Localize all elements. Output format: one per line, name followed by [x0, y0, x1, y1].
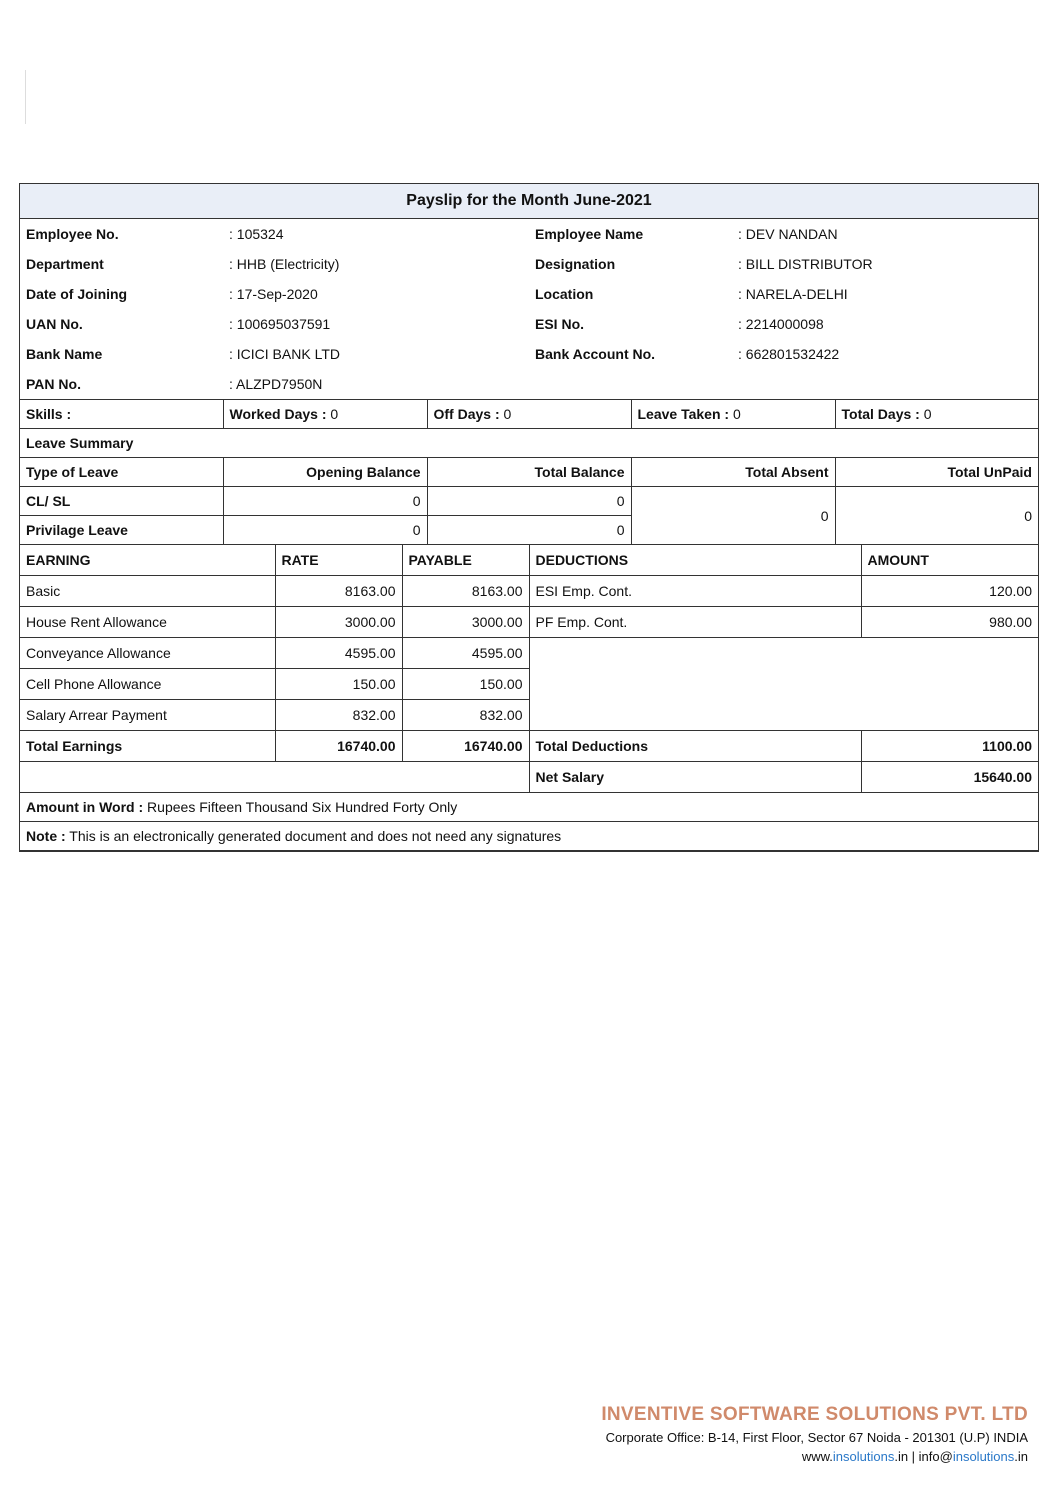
earning-rate: 3000.00: [275, 607, 402, 638]
leave-balance: 0: [427, 516, 631, 545]
leave-balance: 0: [427, 487, 631, 516]
deduction-amount: 980.00: [861, 607, 1038, 638]
header-rate: RATE: [275, 545, 402, 576]
info-value: : BILL DISTRIBUTOR: [738, 256, 873, 272]
leave-taken: Leave Taken : 0: [631, 400, 835, 429]
employee-info: [20, 219, 1038, 400]
header-payable: PAYABLE: [402, 545, 529, 576]
off-days: Off Days : 0: [427, 400, 631, 429]
info-empty: [732, 369, 1038, 400]
header-amount: AMOUNT: [861, 545, 1038, 576]
info-label: Location: [535, 286, 594, 302]
info-label: UAN No.: [26, 316, 83, 332]
email-link[interactable]: insolutions: [952, 1449, 1015, 1464]
total-payable: 16740.00: [402, 731, 529, 762]
earning-payable: 8163.00: [402, 576, 529, 607]
info-value: : HHB (Electricity): [229, 256, 340, 272]
info-label: Department: [26, 256, 104, 272]
info-label: Employee No.: [26, 226, 119, 242]
leave-summary: [20, 429, 1038, 545]
company-contact: www.insolutions.in | info@insolutions.in: [801, 1449, 1028, 1464]
info-row: [20, 339, 1038, 369]
net-salary: 15640.00: [861, 762, 1038, 793]
leave-header-unpaid: Total UnPaid: [835, 458, 1038, 487]
earning-payable: 3000.00: [402, 607, 529, 638]
leave-total-unpaid: 0: [835, 487, 1038, 545]
earning-name: Basic: [20, 576, 275, 607]
attendance-row: [20, 400, 1038, 429]
total-earnings-label: Total Earnings: [20, 731, 275, 762]
info-label: Bank Account No.: [535, 346, 656, 362]
leave-opening: 0: [223, 516, 427, 545]
salary-table: [20, 545, 1038, 793]
info-value: : ICICI BANK LTD: [229, 346, 340, 362]
info-value: : NARELA-DELHI: [738, 286, 848, 302]
info-label: Designation: [535, 256, 616, 272]
info-label: ESI No.: [535, 316, 585, 332]
info-row: [20, 279, 1038, 309]
earning-rate: 150.00: [275, 669, 402, 700]
corner-mark: [25, 70, 28, 124]
info-row: [20, 309, 1038, 339]
info-value: : 100695037591: [229, 316, 331, 332]
summary-notes: [20, 793, 1038, 851]
website-link[interactable]: insolutions: [832, 1449, 895, 1464]
leave-header-type: Type of Leave: [20, 458, 223, 487]
skills-label: Skills :: [20, 400, 223, 429]
earning-rate: 4595.00: [275, 638, 402, 669]
info-value: : 17-Sep-2020: [229, 286, 318, 302]
info-label: Bank Name: [26, 346, 103, 362]
header-deductions: DEDUCTIONS: [529, 545, 861, 576]
earning-name: Conveyance Allowance: [20, 638, 275, 669]
info-empty: [529, 369, 732, 400]
info-value: : 105324: [229, 226, 284, 242]
title-text: Payslip for the Month June-2021: [406, 192, 652, 209]
total-deductions: 1100.00: [861, 731, 1038, 762]
leave-type: CL/ SL: [20, 487, 223, 516]
info-row: [20, 369, 1038, 400]
leave-header-opening: Opening Balance: [223, 458, 427, 487]
earning-rate: 8163.00: [275, 576, 402, 607]
leave-opening: 0: [223, 487, 427, 516]
company-address: Corporate Office: B-14, First Floor, Sector 67 Noida - 201301 (U.P) INDIA: [605, 1430, 1028, 1445]
worked-days: Worked Days : 0: [223, 400, 427, 429]
payslip-title: [20, 184, 1038, 219]
deduction-name: ESI Emp. Cont.: [529, 576, 861, 607]
info-row: [20, 249, 1038, 279]
deduction-amount: 120.00: [861, 576, 1038, 607]
company-footer: [601, 1404, 1028, 1464]
earning-name: House Rent Allowance: [20, 607, 275, 638]
total-deductions-label: Total Deductions: [529, 731, 861, 762]
net-salary-label: Net Salary: [529, 762, 861, 793]
leave-header-absent: Total Absent: [631, 458, 835, 487]
info-label: Employee Name: [535, 226, 644, 242]
earning-name: Cell Phone Allowance: [20, 669, 275, 700]
info-value: : 2214000098: [738, 316, 824, 332]
deduction-name: PF Emp. Cont.: [529, 607, 861, 638]
info-label: Date of Joining: [26, 286, 128, 302]
leave-summary-heading: Leave Summary: [20, 429, 1038, 458]
info-row: [20, 219, 1038, 249]
pan-value: : ALZPD7950N: [229, 376, 323, 392]
leave-type: Privilage Leave: [20, 516, 223, 545]
pan-label: PAN No.: [26, 376, 81, 392]
deductions-blank: [529, 638, 1038, 731]
total-rate: 16740.00: [275, 731, 402, 762]
info-value: : 662801532422: [738, 346, 840, 362]
info-value: : DEV NANDAN: [738, 226, 838, 242]
net-blank: [20, 762, 529, 793]
earning-name: Salary Arrear Payment: [20, 700, 275, 731]
leave-total-absent: 0: [631, 487, 835, 545]
leave-header-balance: Total Balance: [427, 458, 631, 487]
total-days: Total Days : 0: [835, 400, 1038, 429]
header-earning: EARNING: [20, 545, 275, 576]
earning-payable: 4595.00: [402, 638, 529, 669]
amount-in-word: Amount in Word : Rupees Fifteen Thousand Six Hundred Forty Only: [20, 793, 1038, 822]
earning-payable: 832.00: [402, 700, 529, 731]
company-name: INVENTIVE SOFTWARE SOLUTIONS PVT. LTD: [601, 1404, 1028, 1425]
earning-payable: 150.00: [402, 669, 529, 700]
earning-rate: 832.00: [275, 700, 402, 731]
note: Note : This is an electronically generated document and does not need any signatures: [20, 822, 1038, 851]
payslip: [19, 183, 1039, 852]
